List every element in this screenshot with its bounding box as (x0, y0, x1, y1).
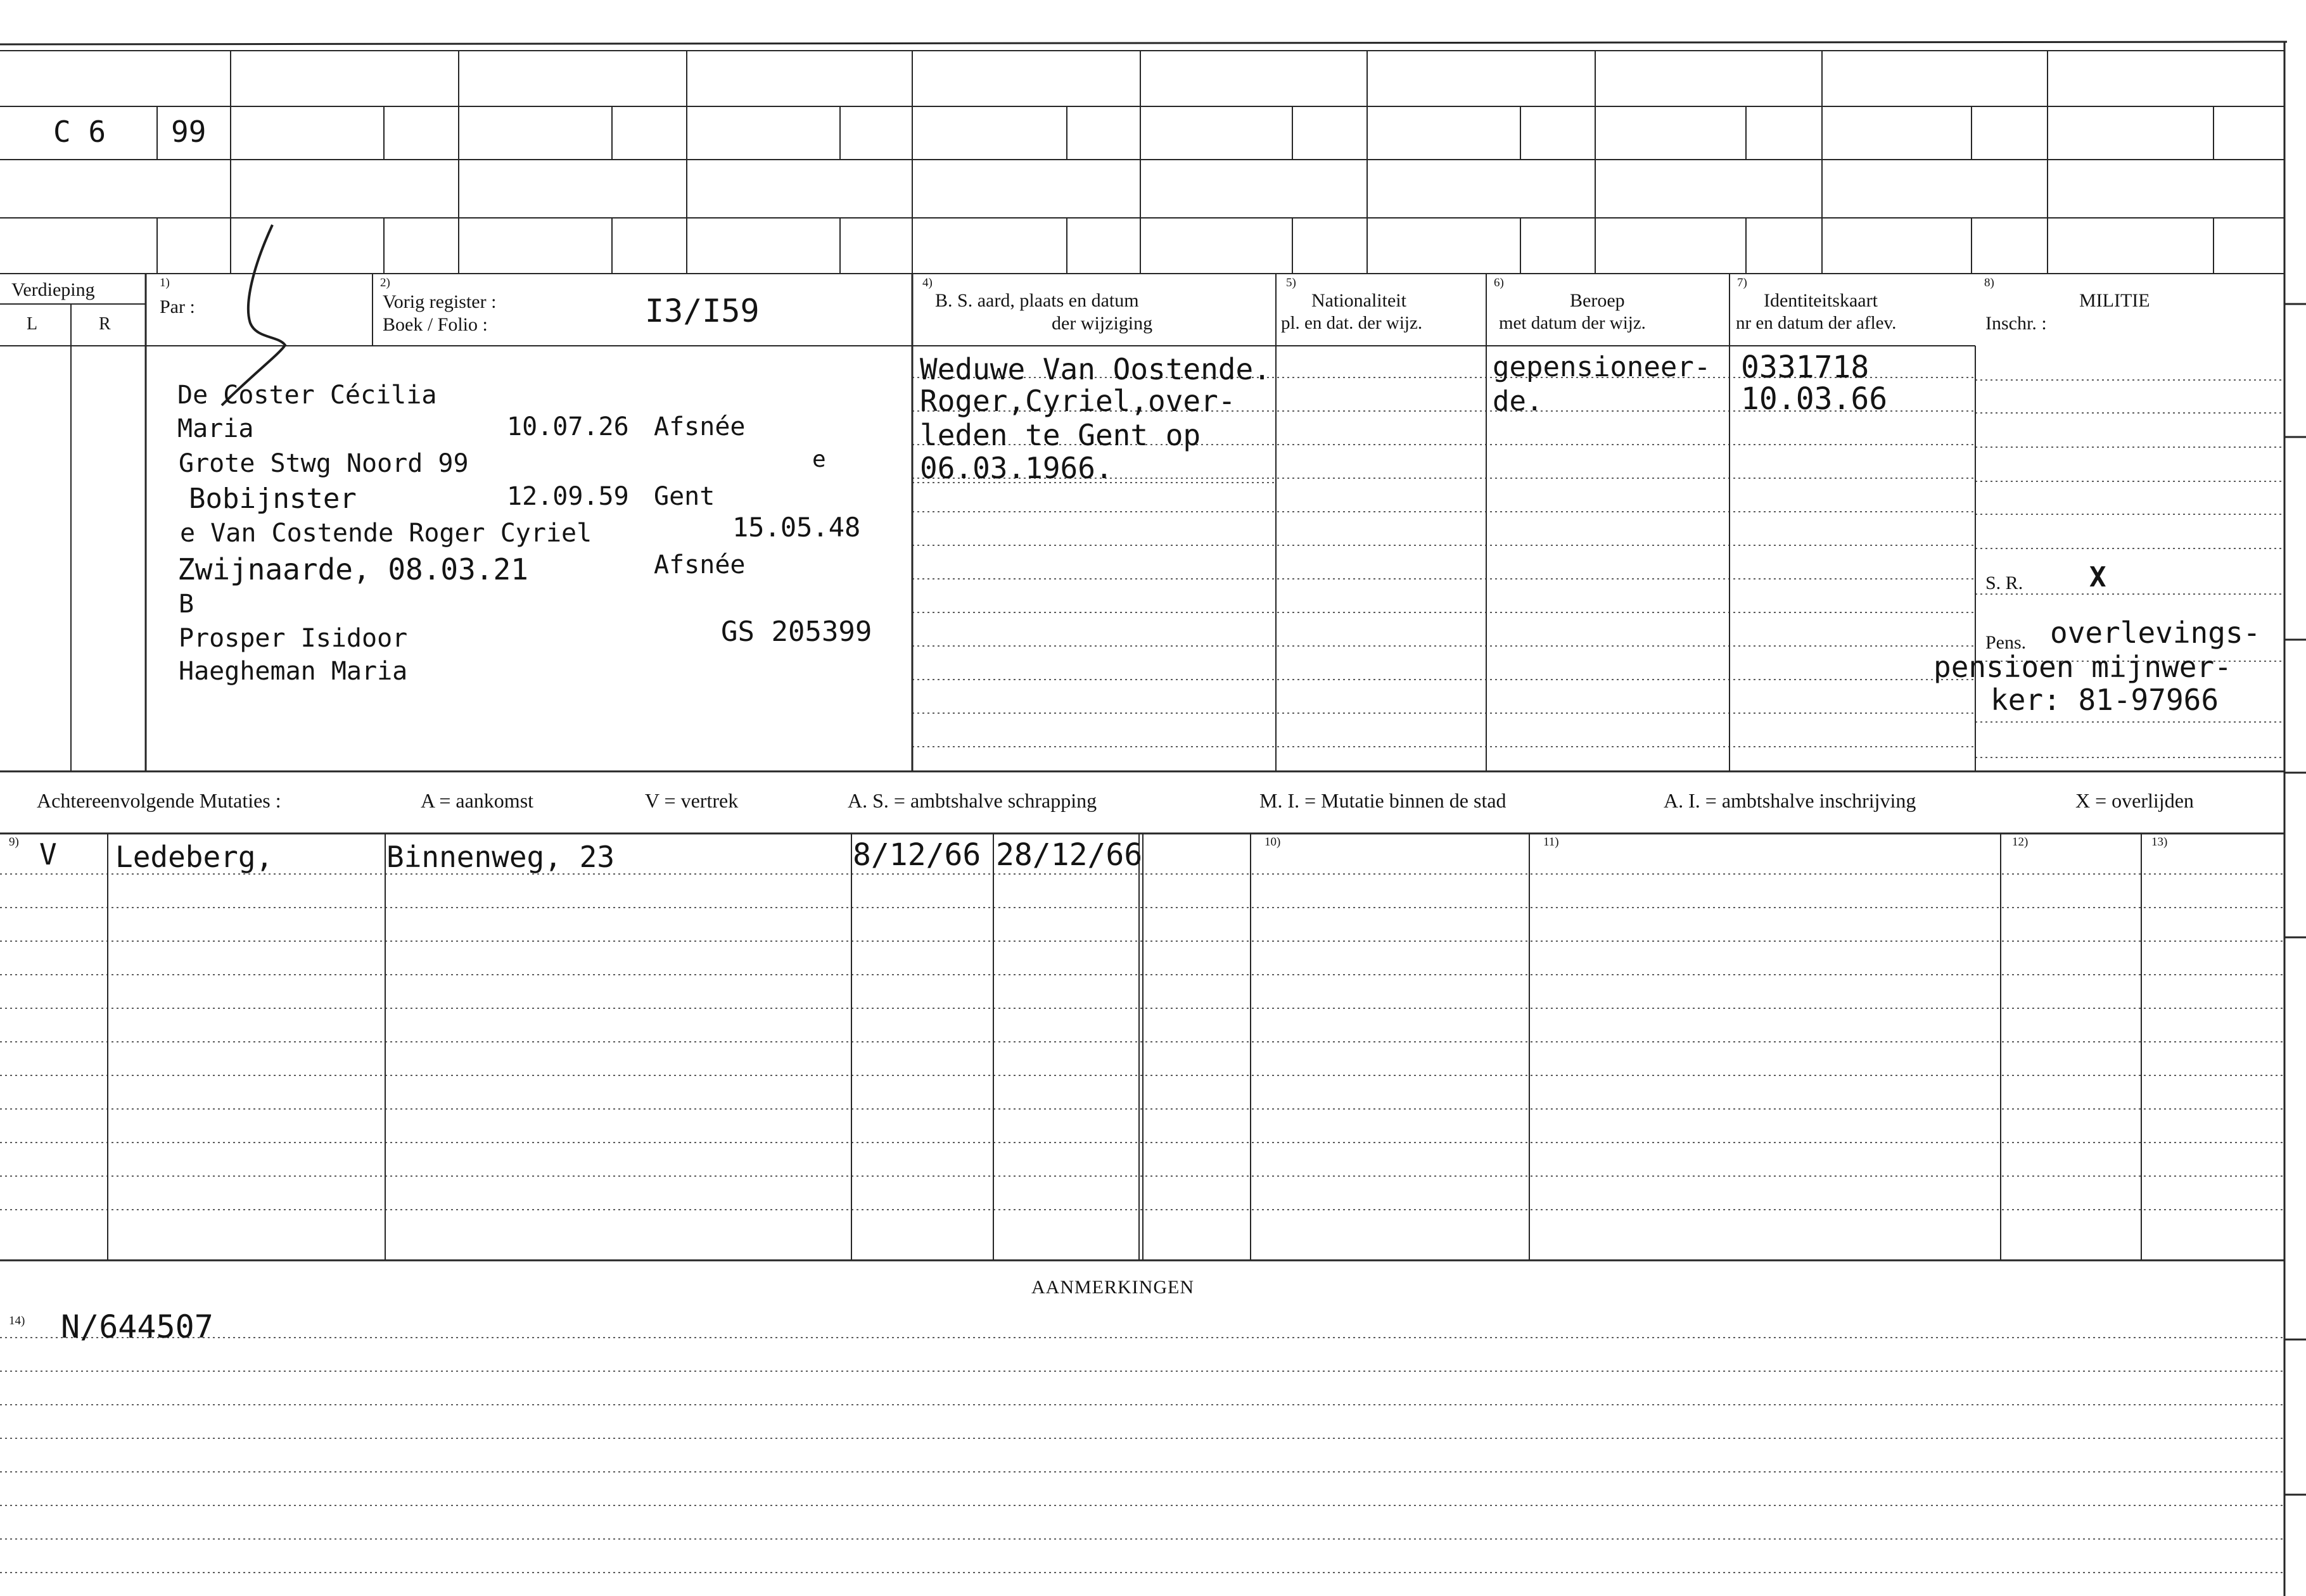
id-card-number: 0331718 (1741, 350, 1870, 385)
aanmerkingen-title: AANMERKINGEN (1031, 1277, 1194, 1298)
bs-header-line2: der wijziging (1052, 313, 1153, 334)
person-line-4-name: Bobijnster (189, 483, 357, 515)
person-line-9: Haegheman Maria (179, 657, 408, 686)
person-line-5-name: e Van Costende Roger Cyriel (180, 519, 592, 548)
mut-col-11: 11) (1543, 835, 1559, 849)
person-line-6-name: Zwijnaarde, 08.03.21 (177, 552, 528, 586)
person-line-2-name: Maria (177, 414, 254, 443)
id-header-line2: nr en datum der aflev. (1736, 313, 1897, 333)
mut-col-10: 10) (1264, 835, 1281, 849)
person-line-8-code: GS 205399 (721, 616, 872, 648)
person-line-3: Grote Stwg Noord 99 (179, 449, 469, 478)
militie-title: MILITIE (2079, 290, 2150, 311)
person-line-4-date: 12.09.59 (507, 482, 629, 511)
mutaties-mi: M. I. = Mutatie binnen de stad (1259, 789, 1507, 812)
pens-line-3: ker: 81-97966 (1991, 683, 2219, 717)
bs-number: 4) (922, 276, 933, 289)
mil-number: 8) (1984, 276, 1994, 289)
aanmerkingen-value: N/644507 (61, 1308, 213, 1345)
person-line-6-place: Afsnée (654, 550, 746, 580)
beroep-entry-line-1: gepensioneer- (1493, 351, 1711, 383)
ber-header-line2: met datum der wijz. (1499, 313, 1646, 333)
sr-label: S. R. (1985, 573, 2023, 593)
mut-col-9: 9) (9, 835, 19, 849)
mutaties-x: X = overlijden (2075, 789, 2194, 812)
nat-header-line1: Nationaliteit (1311, 290, 1406, 311)
mutaties-label: Achtereenvolgende Mutaties : (37, 789, 281, 812)
bs-entry-line-1: Weduwe Van Oostende. (920, 352, 1271, 386)
nat-number: 5) (1286, 276, 1296, 289)
person-line-5-date: 15.05.48 (732, 512, 861, 543)
mutation-date-2: 28/12/66 (996, 837, 1143, 873)
vorig-number: 2) (380, 276, 390, 289)
mutaties-ai: A. I. = ambtshalve inschrijving (1664, 789, 1916, 812)
aanmerkingen-number: 14) (9, 1314, 25, 1327)
sr-value: X (2089, 561, 2106, 593)
bs-header-line1: B. S. aard, plaats en datum (935, 290, 1139, 311)
person-line-1: De Coster Cécilia (177, 381, 437, 410)
mut-col-12: 12) (2012, 835, 2029, 849)
register-code: C 6 (53, 115, 106, 149)
person-line-8-name: Prosper Isidoor (179, 624, 408, 653)
mut-col-13: 13) (2151, 835, 2168, 849)
register-number: 99 (171, 115, 207, 149)
mutaties-v: V = vertrek (645, 789, 739, 812)
mutation-type: V (39, 837, 57, 871)
bs-entry-line-2: Roger,Cyriel,over- (920, 384, 1236, 418)
militie-inschr-label: Inschr. : (1985, 313, 2047, 334)
person-line-4-place: Gent (654, 482, 715, 511)
bs-entry-line-4: 06.03.1966. (920, 451, 1113, 485)
par-number: 1) (160, 276, 170, 289)
boek-folio-label: Boek / Folio : (383, 314, 488, 335)
id-card-date: 10.03.66 (1741, 381, 1888, 417)
col-r-label: R (99, 314, 111, 334)
mutation-street: Binnenweg, 23 (386, 840, 615, 874)
pens-line-2: pensioen mijnwer- (1933, 650, 2232, 684)
mutaties-as: A. S. = ambtshalve schrapping (848, 789, 1097, 812)
pens-line-1: overlevings- (2050, 616, 2261, 650)
mutaties-a: A = aankomst (421, 789, 534, 812)
col-l-label: L (27, 314, 38, 334)
boek-folio-value: I3/I59 (645, 293, 760, 329)
person-line-7: B (179, 590, 194, 619)
vorig-register-label: Vorig register : (383, 291, 497, 312)
id-number: 7) (1737, 276, 1747, 289)
ber-header-line1: Beroep (1570, 290, 1625, 311)
person-line-3-extra: e (812, 446, 826, 472)
ber-number: 6) (1494, 276, 1504, 289)
bs-entry-line-3: leden te Gent op (920, 418, 1201, 452)
nat-header-line2: pl. en dat. der wijz. (1281, 313, 1423, 333)
id-header-line1: Identiteitskaart (1764, 290, 1878, 311)
mutation-place: Ledeberg, (115, 840, 274, 874)
person-line-2-place: Afsnée (654, 412, 746, 441)
beroep-entry-line-2: de. (1493, 385, 1543, 417)
mutation-date-1: 8/12/66 (853, 837, 981, 873)
pens-label: Pens. (1985, 632, 2027, 653)
person-line-2-date: 10.07.26 (507, 412, 629, 441)
verdieping-label: Verdieping (11, 279, 95, 300)
par-label: Par : (160, 296, 195, 317)
